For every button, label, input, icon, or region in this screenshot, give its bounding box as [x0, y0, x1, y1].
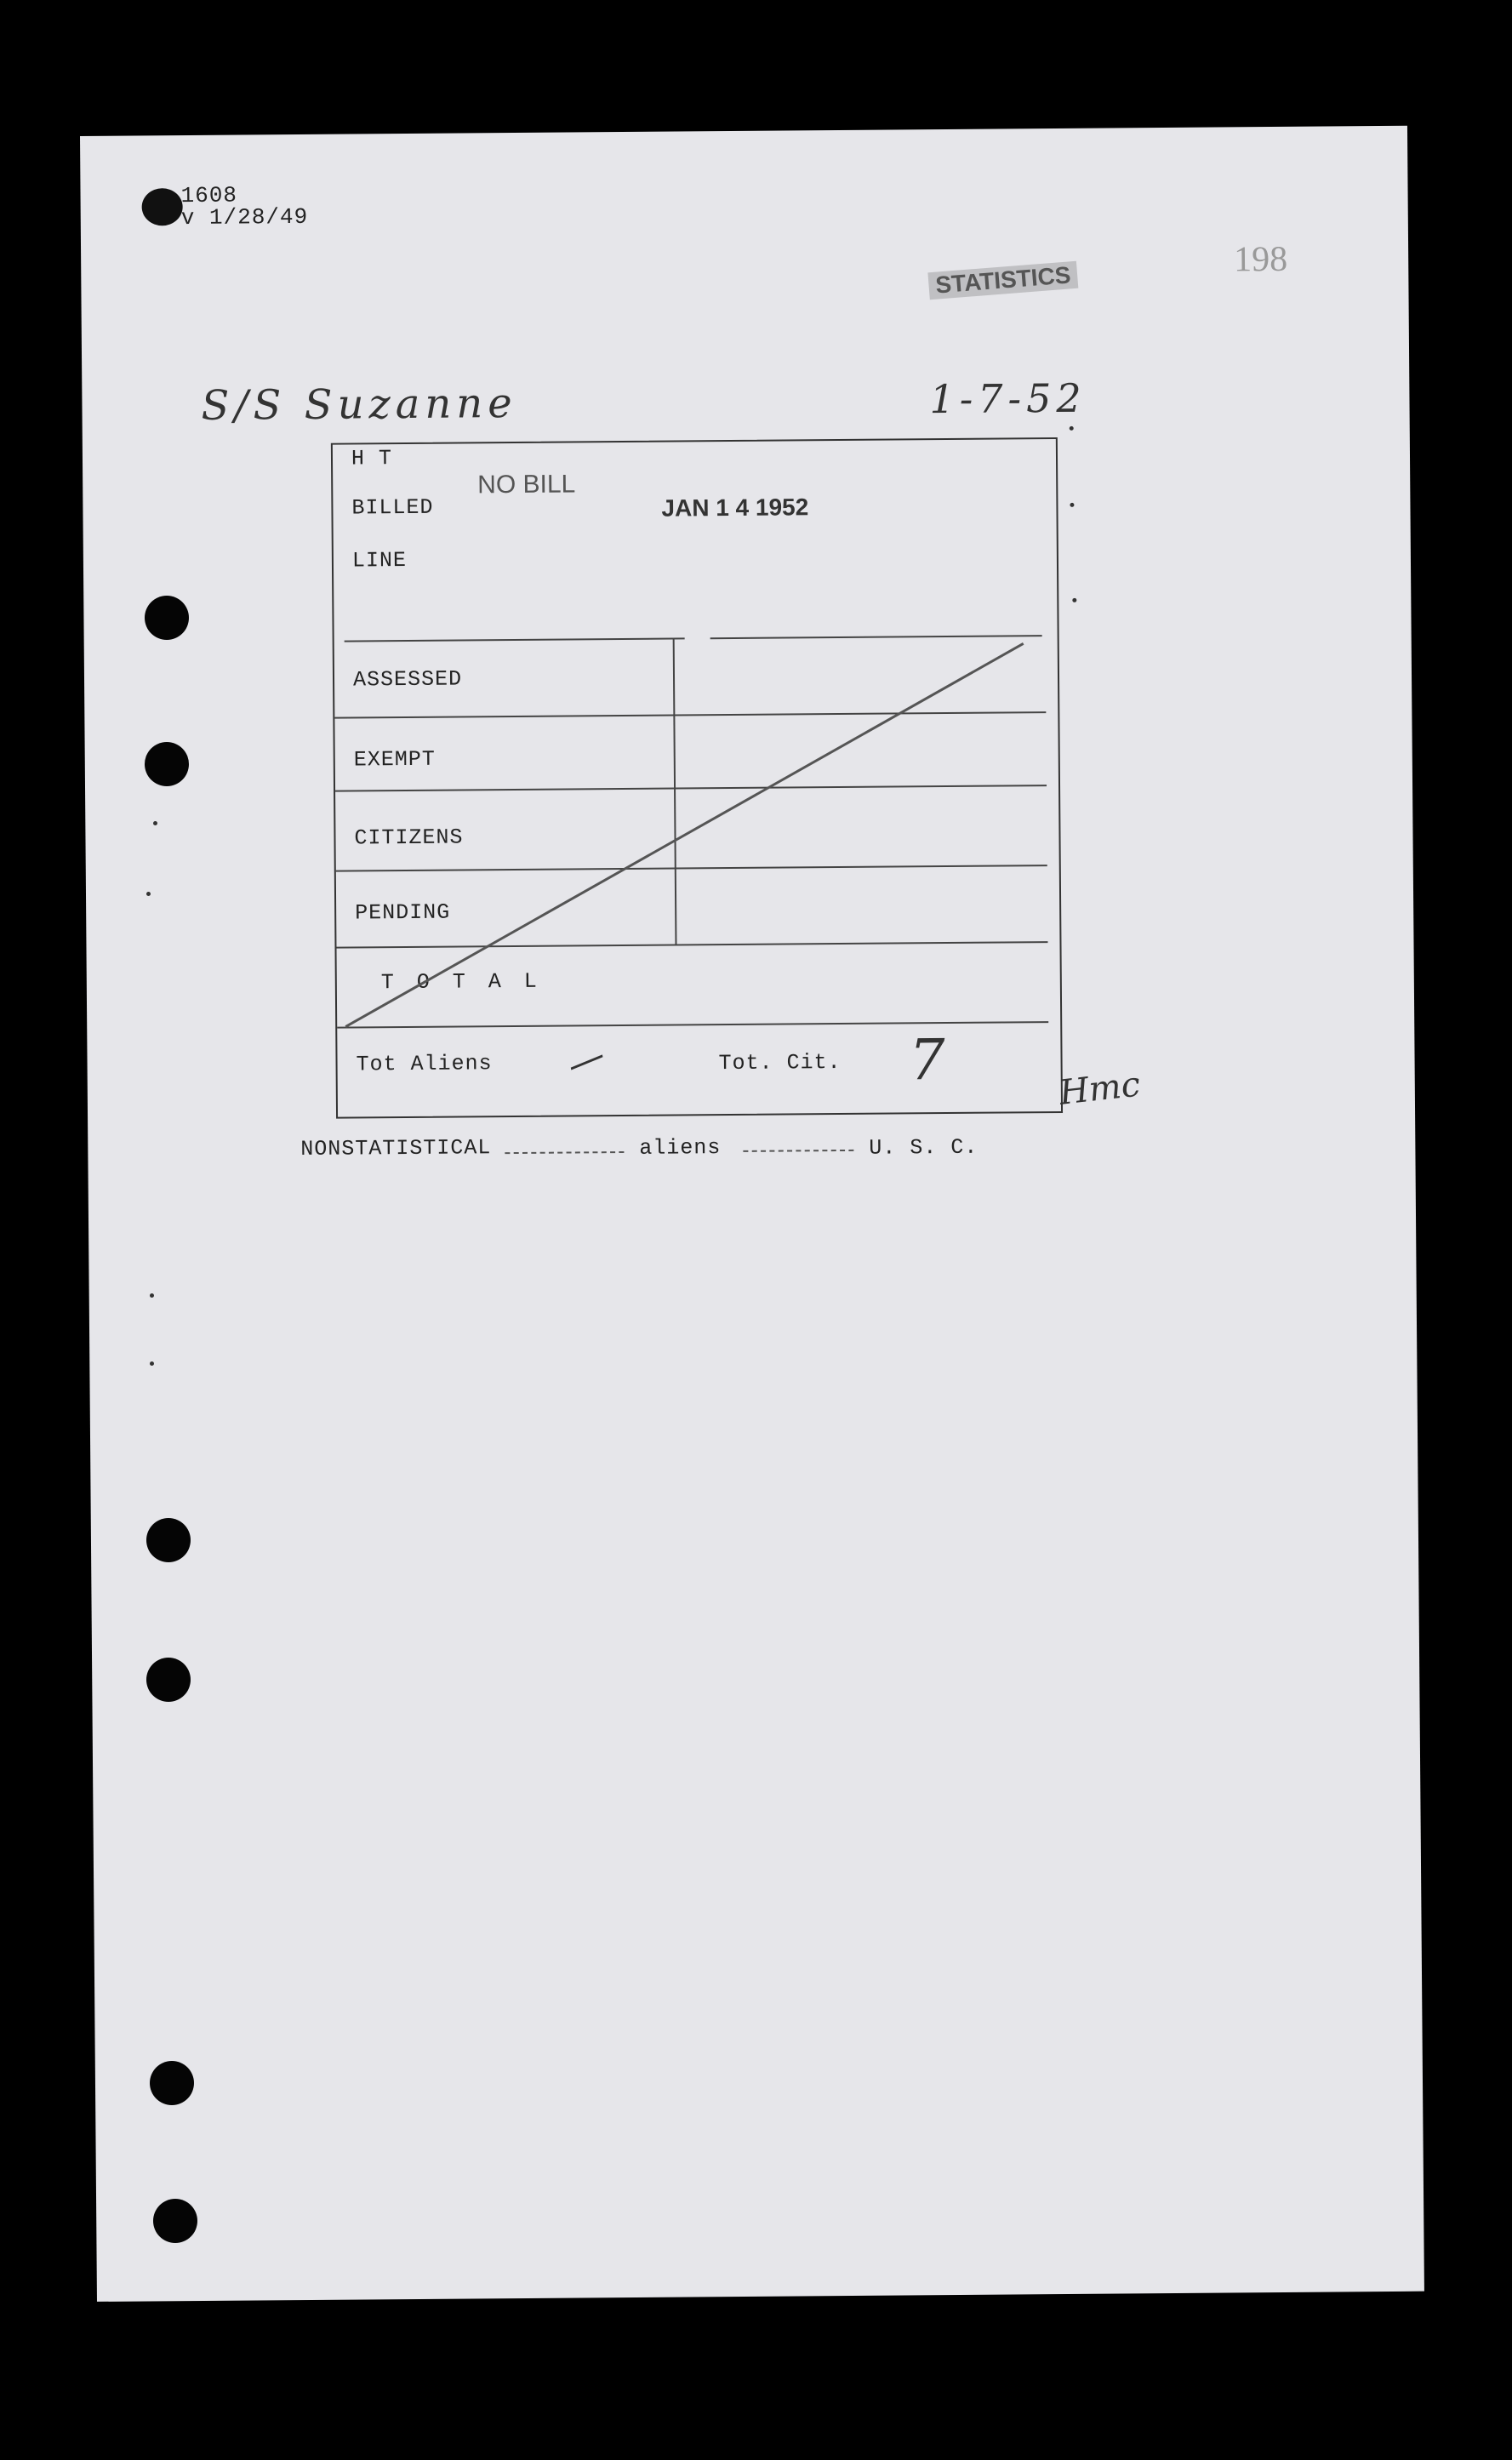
speck	[1072, 598, 1076, 602]
vessel-name: S/S Suzanne	[201, 379, 517, 430]
binder-hole	[145, 596, 189, 640]
billed-label: BILLED	[351, 494, 434, 521]
row-pending-label: PENDING	[355, 899, 451, 926]
row-exempt-label: EXEMPT	[353, 746, 436, 773]
received-date-stamp: JAN 1 4 1952	[661, 494, 809, 522]
form-number: 1608	[180, 182, 238, 209]
tot-aliens-value: —	[560, 1032, 612, 1087]
form-revision: v 1/28/49	[180, 203, 309, 231]
usc-label: U. S. C.	[869, 1134, 979, 1161]
no-bill-stamp: NO BILL	[477, 470, 576, 499]
total-label: T O T A L	[380, 968, 542, 996]
pencil-strike	[343, 643, 1026, 1026]
nonstatistical-label: NONSTATISTICAL	[300, 1135, 492, 1162]
row-citizens-label: CITIZENS	[354, 825, 464, 851]
line-label: LINE	[351, 548, 408, 574]
tot-cit-value: 7	[909, 1027, 945, 1093]
speck	[1070, 426, 1074, 431]
page-number: 198	[1234, 239, 1288, 280]
nonstatistical-aliens-blank	[505, 1151, 624, 1154]
handwritten-date: 1-7-52	[929, 374, 1087, 423]
binder-hole	[146, 1658, 191, 1702]
document-sheet	[80, 126, 1424, 2302]
nonstatistical-usc-blank	[743, 1150, 853, 1152]
aliens-label: aliens	[639, 1135, 722, 1161]
speck	[146, 892, 151, 896]
statistics-stamp: STATISTICS	[927, 261, 1078, 300]
binder-hole	[153, 2199, 197, 2243]
speck	[150, 1293, 154, 1298]
tot-cit-label: Tot. Cit.	[718, 1050, 842, 1076]
strike-through-line	[333, 439, 1061, 1117]
speck	[153, 821, 157, 825]
speck	[1070, 503, 1074, 507]
ht-label: H T	[351, 446, 393, 471]
binder-hole	[146, 1518, 191, 1562]
statistics-box	[331, 437, 1063, 1119]
tot-aliens-label: Tot Aliens	[356, 1051, 493, 1077]
row-assessed-label: ASSESSED	[352, 666, 463, 693]
binder-hole	[145, 742, 189, 786]
binder-hole	[150, 2061, 194, 2105]
form-corner-blot	[141, 188, 182, 225]
speck	[150, 1361, 154, 1366]
initials: Hmc	[1057, 1064, 1143, 1113]
